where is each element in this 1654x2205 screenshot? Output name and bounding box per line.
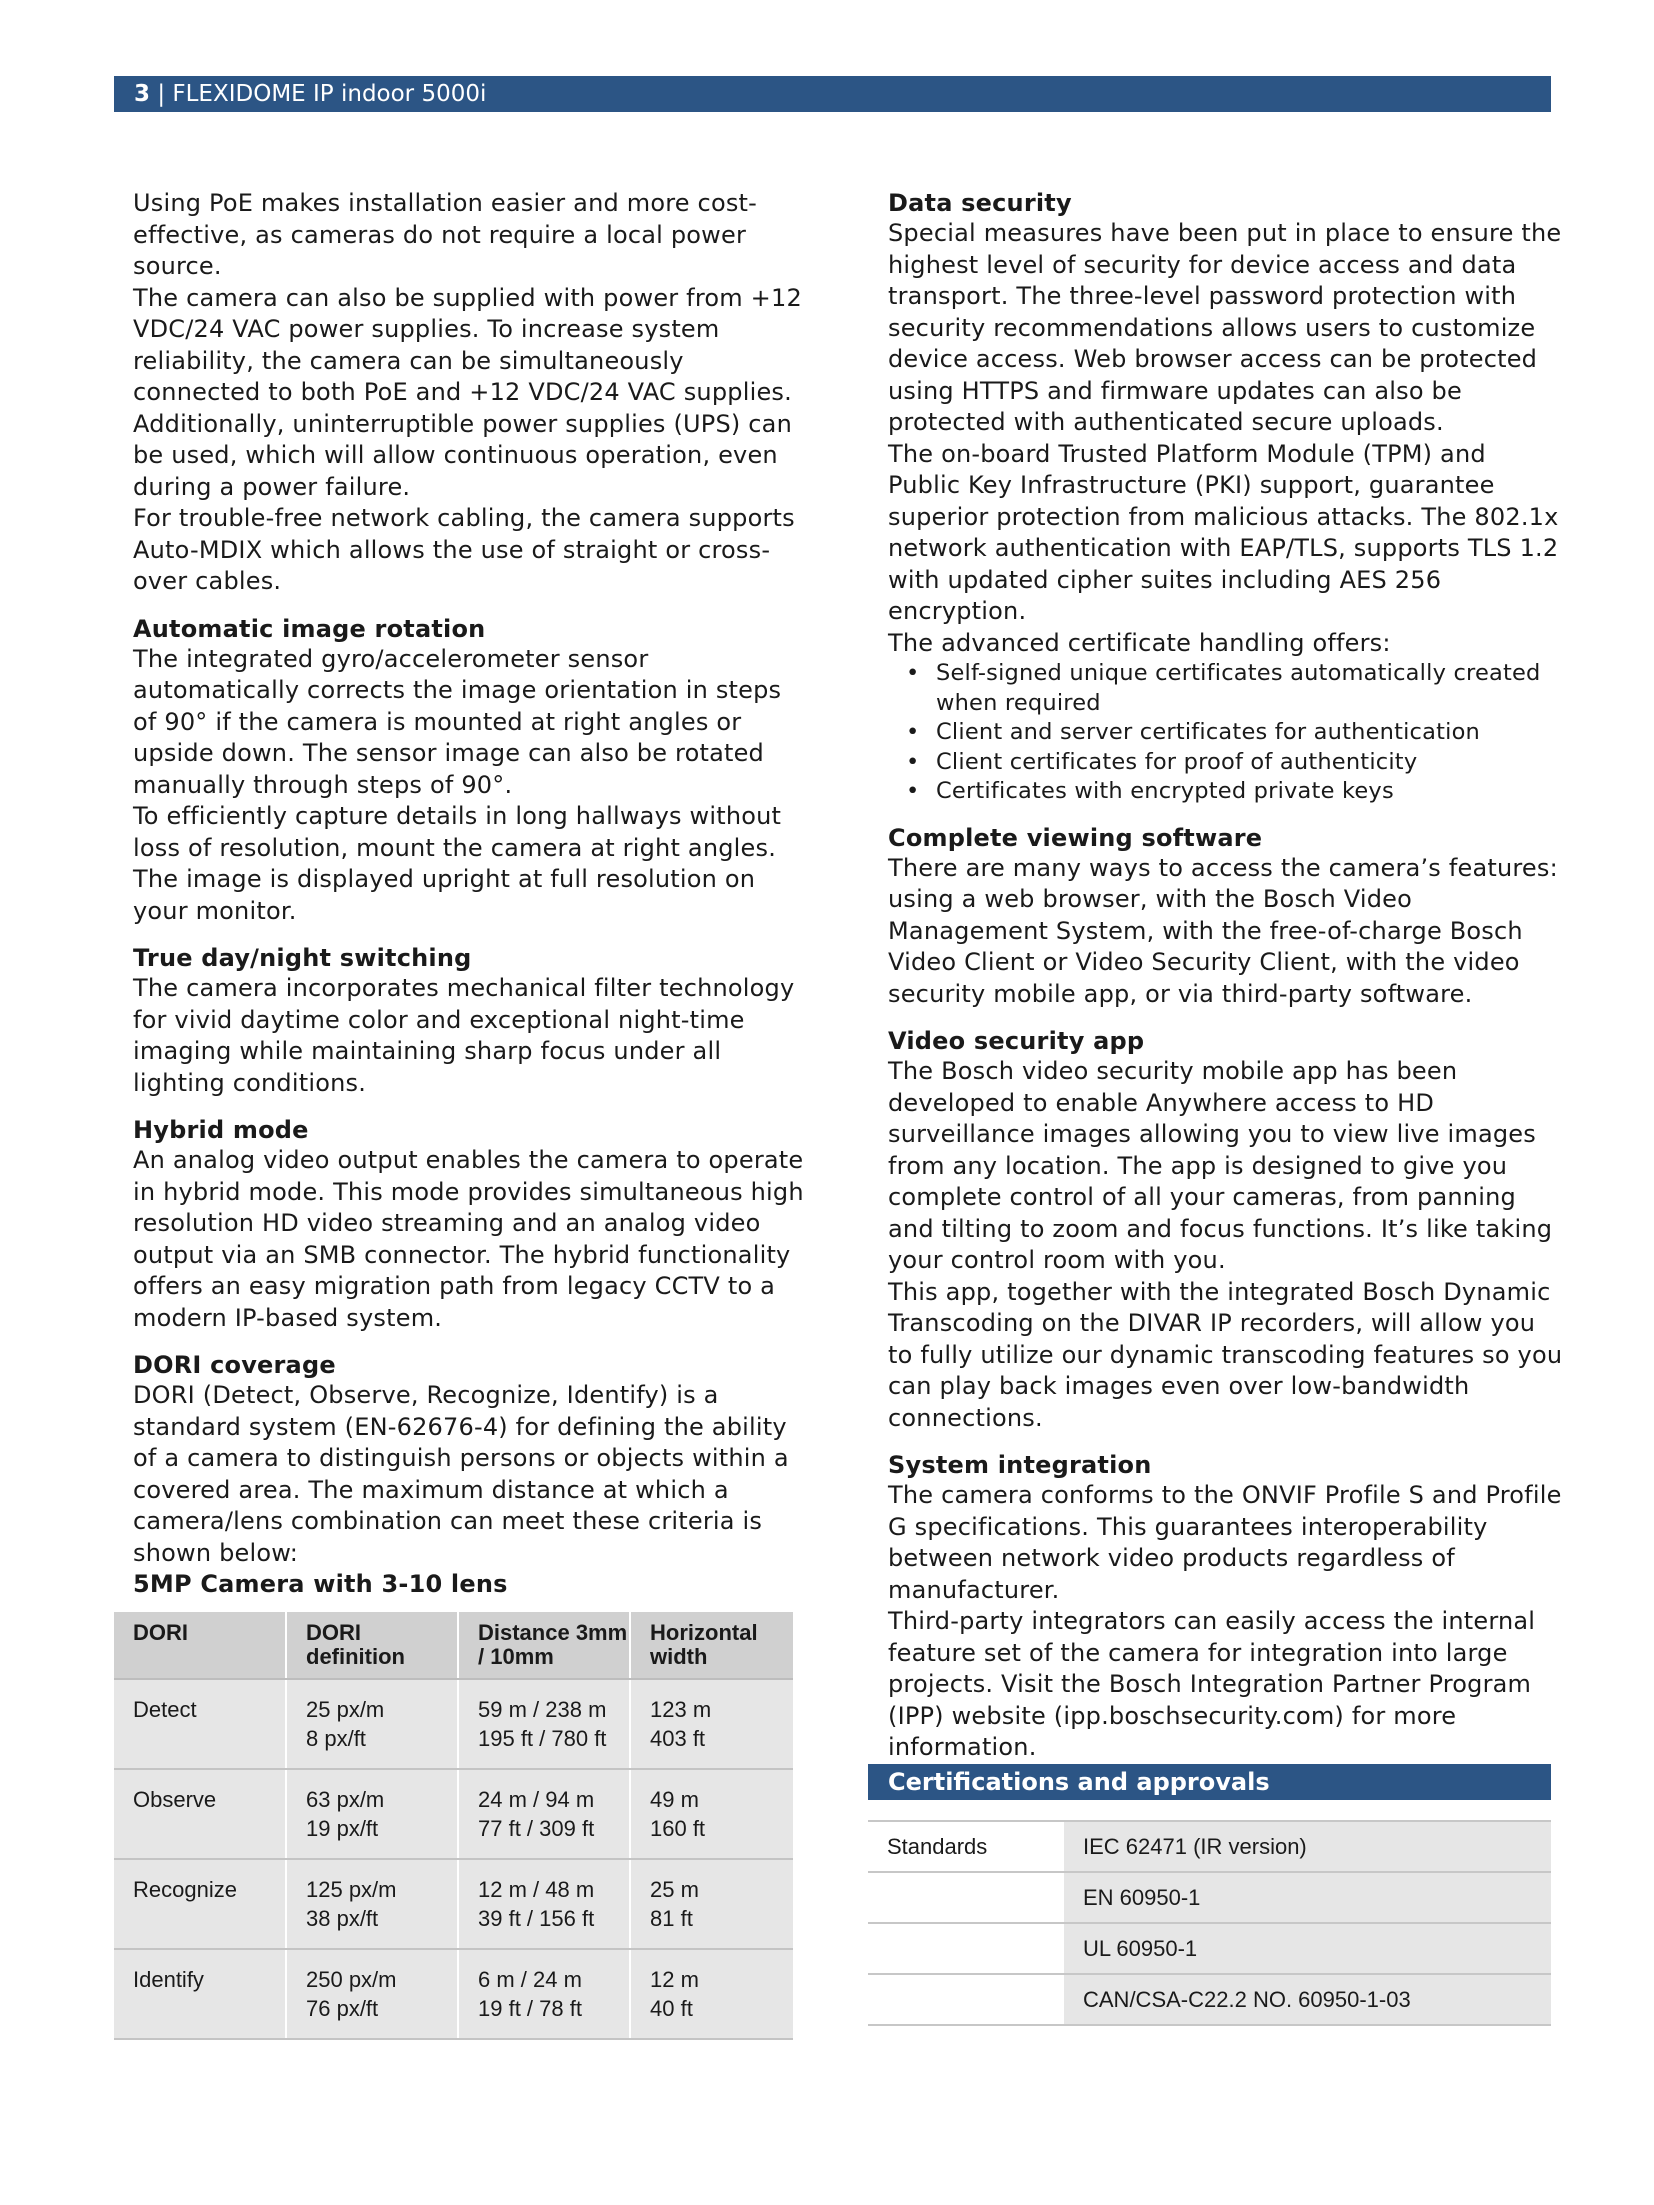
width-metric: 12 m [650, 1967, 699, 1992]
product-name: FLEXIDOME IP indoor 5000i [172, 81, 487, 107]
certifications-heading-bar: Certifications and approvals [868, 1764, 1551, 1800]
distance-metric: 12 m / 48 m [478, 1877, 595, 1902]
section-paragraph: To efficiently capture details in long hallways without loss of resolution, mount the camera at right angles. The image is displayed upright at full resolution on your monitor. [133, 802, 782, 925]
standard-value: CAN/CSA-C22.2 NO. 60950-1-03 [1064, 1974, 1551, 2025]
dori-definition-cell [286, 1859, 458, 1949]
empty-label-cell [868, 1872, 1064, 1923]
dori-definition-cell [286, 1679, 458, 1769]
page-header-bar [114, 76, 1551, 112]
table-row [114, 1679, 793, 1769]
width-imperial: 160 ft [650, 1816, 706, 1841]
width-cell [630, 1949, 793, 2039]
section-heading: Data security [888, 189, 1072, 217]
table-row [868, 1974, 1551, 2025]
distance-metric: 24 m / 94 m [478, 1787, 595, 1812]
standard-value: EN 60950-1 [1064, 1872, 1551, 1923]
list-item: • Self-signed unique certificates automatically created when required [888, 659, 1563, 718]
width-imperial: 40 ft [650, 1996, 693, 2021]
section-heading: Complete viewing software [888, 823, 1263, 852]
width-imperial: 403 ft [650, 1726, 706, 1751]
section-data-security [888, 188, 1563, 807]
page-number: 3 [134, 81, 151, 107]
standard-value: IEC 62471 (IR version) [1064, 1821, 1551, 1872]
section-paragraph: The camera incorporates mechanical filter technology for vivid daytime color and exceptional night-time imaging while maintaining sharp focus under all lighting conditions. [133, 974, 795, 1097]
intro-paragraph-cabling: For trouble-free network cabling, the camera supports Auto-MDIX which allows the use of straight or cross-over cables. [133, 504, 795, 595]
list-item: • Certificates with encrypted private keys [888, 777, 1563, 807]
empty-label-cell [868, 1974, 1064, 2025]
definition-imperial: 19 px/ft [306, 1816, 379, 1841]
definition-metric: 250 px/m [306, 1967, 397, 1992]
table-row [114, 1859, 793, 1949]
section-video-security-app [888, 1026, 1563, 1434]
definition-metric: 125 px/m [306, 1877, 397, 1902]
section-image-rotation [133, 614, 808, 928]
certificate-list [888, 659, 1563, 807]
list-item: • Client and server certificates for authentication [888, 718, 1563, 748]
distance-cell [458, 1679, 630, 1769]
width-metric: 123 m [650, 1697, 712, 1722]
intro-paragraph-poe: Using PoE makes installation easier and more cost-effective, as cameras do not require a local power source. [133, 189, 758, 280]
dori-header-width: Horizontal width [630, 1612, 793, 1679]
section-paragraph: An analog video output enables the camera to operate in hybrid mode. This mode provides simultaneous high resolution HD video streaming and an analog video output via an SMB connector. The hybrid functionality offers an easy migration path from legacy CCTV to a modern IP-based system. [133, 1146, 804, 1332]
header-separator: | [150, 81, 173, 107]
section-heading: Hybrid mode [133, 1116, 309, 1144]
dori-table-title: 5MP Camera with 3-10 lens [133, 1570, 508, 1598]
section-heading: System integration [888, 1451, 1152, 1479]
section-paragraph: The Bosch video security mobile app has been developed to enable Anywhere access to HD surveillance images allowing you to view live images from any location. The app is designed to give you complete control of all your cameras, from panning and tilting to zoom and focus functions. It’s like taking your control room with you. [888, 1057, 1553, 1274]
section-paragraph: The camera conforms to the ONVIF Profile S and Profile G specifications. This guarantees interoperability between network video products regardless of manufacturer. [888, 1481, 1562, 1604]
section-heading: DORI coverage [133, 1351, 336, 1379]
empty-label-cell [868, 1923, 1064, 1974]
section-paragraph: The integrated gyro/accelerometer sensor automatically corrects the image orientation in steps of 90° if the camera is mounted at right angles or upside down. The sensor image can also be rotated manually through steps of 90°. [133, 644, 782, 799]
dori-header-distance: Distance 3mm / 10mm [458, 1612, 630, 1679]
standard-value: UL 60950-1 [1064, 1923, 1551, 1974]
section-system-integration [888, 1450, 1563, 1764]
width-metric: 49 m [650, 1787, 699, 1812]
table-row [868, 1923, 1551, 1974]
dori-table [114, 1612, 793, 2040]
definition-imperial: 76 px/ft [306, 1996, 379, 2021]
section-paragraph: The on-board Trusted Platform Module (TPM) and Public Key Infrastructure (PKI) support, guarantee superior protection from malicious attacks. The 802.1x network authentication with EAP/TLS, supports TLS 1.2 with updated cipher suites including AES 256 encryption. [888, 439, 1559, 625]
definition-imperial: 38 px/ft [306, 1906, 379, 1931]
dori-definition-cell [286, 1769, 458, 1859]
dori-level: Recognize [114, 1859, 286, 1949]
standards-label: Standards [868, 1821, 1064, 1872]
definition-metric: 63 px/m [306, 1787, 385, 1812]
certifications-table [868, 1820, 1551, 2026]
distance-imperial: 39 ft / 156 ft [478, 1906, 595, 1931]
dori-definition-cell [286, 1949, 458, 2039]
list-item: • Client certificates for proof of authenticity [888, 748, 1563, 778]
distance-imperial: 195 ft / 780 ft [478, 1726, 607, 1751]
section-paragraph: Third-party integrators can easily access the internal feature set of the camera for integration into large projects. Visit the Bosch Integration Partner Program (IPP) website (ipp.boschsecurity.com) for more information. [888, 1607, 1536, 1761]
section-heading: True day/night switching [133, 944, 472, 972]
width-imperial: 81 ft [650, 1906, 693, 1931]
distance-metric: 6 m / 24 m [478, 1967, 582, 1992]
dori-level: Detect [114, 1679, 286, 1769]
section-heading: Video security app [888, 1027, 1145, 1055]
definition-imperial: 8 px/ft [306, 1726, 366, 1751]
section-paragraph: DORI (Detect, Observe, Recognize, Identify) is a standard system (EN-62676-4) for defining the ability of a camera to distinguish persons or objects within a covered area. The maximum distance at which a camera/lens combination can meet these criteria is shown below: [133, 1381, 789, 1567]
distance-cell [458, 1769, 630, 1859]
table-row [868, 1872, 1551, 1923]
intro-paragraph-power: The camera can also be supplied with power from +12 VDC/24 VAC power supplies. To increase system reliability, the camera can be simultaneously connected to both PoE and +12 VDC/24 VAC supplies. Additionally, uninterruptible power supplies (UPS) can be used, which will allow continuous operation, even during a power failure. [133, 283, 802, 501]
dori-table-header-row [114, 1612, 793, 1679]
section-dori-coverage [133, 1350, 808, 1599]
section-hybrid-mode [133, 1115, 808, 1334]
dori-level: Identify [114, 1949, 286, 2039]
section-paragraph: Special measures have been put in place to ensure the highest level of security for device access and data transport. The three-level password protection with security recommendations allows users to customize device access. Web browser access can be protected using HTTPS and firmware updates can also be protected with authenticated secure uploads. [888, 219, 1562, 436]
section-paragraph: The advanced certificate handling offers: [888, 628, 1391, 657]
left-column [133, 188, 808, 1599]
distance-imperial: 77 ft / 309 ft [478, 1816, 595, 1841]
section-paragraph: This app, together with the integrated Bosch Dynamic Transcoding on the DIVAR IP recorders, will allow you to fully utilize our dynamic transcoding features so you can play back images even over low-bandwidth connections. [888, 1277, 1563, 1432]
section-paragraph: There are many ways to access the camera’s features: using a web browser, with the Bosch Video Management System, with the free-of-charge Bosch Video Client or Video Security Client, with the video security mobile app, or via third-party software. [888, 853, 1558, 1008]
section-viewing-software [888, 823, 1563, 1011]
distance-cell [458, 1859, 630, 1949]
dori-header-dori: DORI [114, 1612, 286, 1679]
table-row [114, 1769, 793, 1859]
distance-metric: 59 m / 238 m [478, 1697, 607, 1722]
width-cell [630, 1859, 793, 1949]
dori-header-definition: DORI definition [286, 1612, 458, 1679]
width-metric: 25 m [650, 1877, 699, 1902]
table-row [114, 1949, 793, 2039]
dori-level: Observe [114, 1769, 286, 1859]
right-column [888, 188, 1563, 1764]
distance-cell [458, 1949, 630, 2039]
definition-metric: 25 px/m [306, 1697, 385, 1722]
section-heading: Automatic image rotation [133, 614, 486, 643]
width-cell [630, 1769, 793, 1859]
distance-imperial: 19 ft / 78 ft [478, 1996, 582, 2021]
width-cell [630, 1679, 793, 1769]
table-row [868, 1821, 1551, 1872]
section-day-night [133, 943, 808, 1099]
